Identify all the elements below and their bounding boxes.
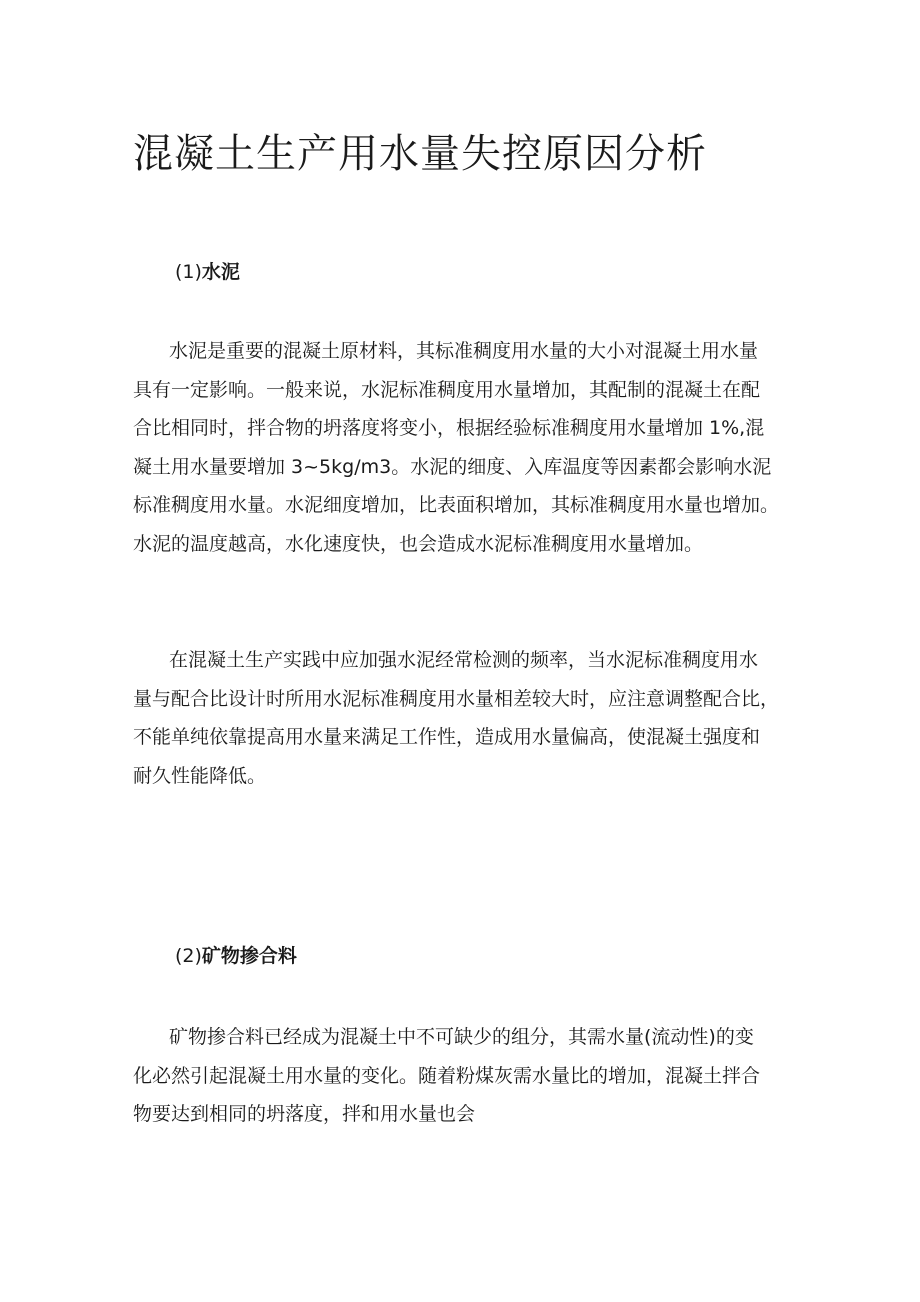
paragraph-line: 合比相同时，拌合物的坍落度将变小，根据经验标准稠度用水量增加 1%,混 — [133, 417, 765, 439]
paragraph-line: 耐久性能降低。 — [133, 764, 267, 787]
section-label: 矿物掺合料 — [201, 945, 297, 967]
paragraph-line: 在混凝土生产实践中应加强水泥经常检测的频率，当水泥标准稠度用水 — [169, 649, 759, 671]
paragraph-mineral-admixture-1 — [133, 1018, 793, 1134]
section-number: (2) — [175, 945, 202, 967]
paragraph-line: 化必然引起混凝土用水量的变化。随着粉煤灰需水量比的增加，混凝土拌合 — [133, 1064, 761, 1087]
paragraph-line: 矿物掺合料已经成为混凝土中不可缺少的组分，其需水量(流动性)的变 — [169, 1026, 754, 1048]
paragraph-line: 水泥是重要的混凝土原材料，其标准稠度用水量的大小对混凝土用水量 — [169, 340, 759, 362]
section-heading-cement — [175, 258, 240, 286]
paragraph-line: 标准稠度用水量。水泥细度增加，比表面积增加，其标准稠度用水量也增加。 — [133, 494, 780, 516]
paragraph-cement-2 — [133, 641, 793, 795]
paragraph-line: 具有一定影响。一般来说，水泥标准稠度用水量增加，其配制的混凝土在配 — [133, 378, 761, 401]
section-number: (1) — [175, 261, 202, 283]
paragraph-line: 水泥的温度越高，水化速度快，也会造成水泥标准稠度用水量增加。 — [133, 532, 704, 555]
paragraph-line: 量与配合比设计时所用水泥标准稠度用水量相差较大时，应注意调整配合比， — [133, 687, 780, 710]
paragraph-cement-1 — [133, 332, 793, 563]
paragraph-line: 不能单纯依靠提高用水量来满足工作性，造成用水量偏高，使混凝土强度和 — [133, 726, 761, 748]
paragraph-line: 物要达到相同的坍落度，拌和用水量也会 — [133, 1103, 476, 1125]
paragraph-line: 凝土用水量要增加 3~5kg/m3。水泥的细度、入库温度等因素都会影响水泥 — [133, 455, 772, 478]
section-label: 水泥 — [201, 261, 240, 283]
section-heading-mineral-admixture — [175, 942, 297, 970]
document-title: 混凝土生产用水量失控原因分析 — [133, 131, 707, 177]
